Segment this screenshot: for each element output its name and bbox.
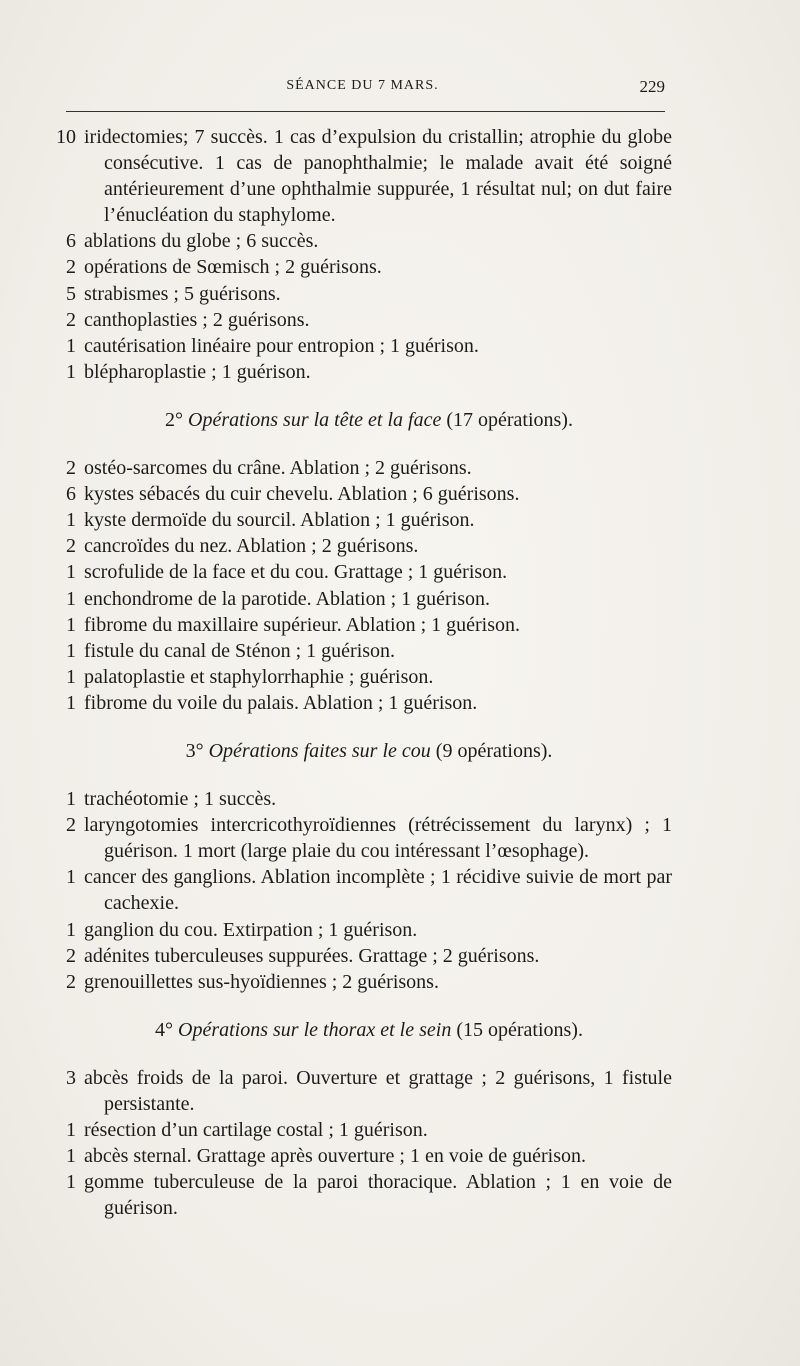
item-count: 1 bbox=[66, 1145, 76, 1168]
list-item bbox=[56, 969, 672, 995]
page-body bbox=[56, 124, 672, 1221]
item-text: grenouillettes sus-hyoïdiennes ; 2 guérisons. bbox=[84, 970, 439, 993]
list-item bbox=[56, 228, 672, 254]
item-count: 1 bbox=[66, 509, 76, 532]
item-count: 1 bbox=[66, 788, 76, 811]
item-text: fibrome du voile du palais. Ablation ; 1 guérison. bbox=[84, 691, 478, 714]
item-count: 1 bbox=[66, 639, 76, 662]
item-count: 2 bbox=[66, 535, 76, 558]
section-count: (17 opérations). bbox=[446, 408, 573, 431]
list-item bbox=[56, 281, 672, 307]
list-item bbox=[56, 786, 672, 812]
section-title: Opérations sur la tête et la face bbox=[188, 408, 442, 431]
item-text: scrofulide de la face et du cou. Grattage ; 1 guérison. bbox=[84, 561, 508, 584]
list-item bbox=[56, 1117, 672, 1143]
item-count: 2 bbox=[66, 308, 76, 331]
list-item bbox=[56, 481, 672, 507]
list-item bbox=[56, 664, 672, 690]
list-item bbox=[56, 586, 672, 612]
list-item bbox=[56, 455, 672, 481]
item-count: 3 bbox=[66, 1066, 76, 1089]
list-item bbox=[56, 638, 672, 664]
list-item bbox=[56, 1143, 672, 1169]
section-heading bbox=[56, 407, 672, 433]
list-item bbox=[56, 359, 672, 385]
item-count: 6 bbox=[66, 230, 76, 253]
list-item bbox=[56, 612, 672, 638]
item-text: palatoplastie et staphylorrhaphie ; guérison. bbox=[84, 665, 434, 688]
item-text: ostéo-sarcomes du crâne. Ablation ; 2 guérisons. bbox=[84, 457, 472, 480]
running-head bbox=[60, 78, 665, 102]
item-count: 1 bbox=[66, 1119, 76, 1142]
list-item bbox=[56, 1169, 672, 1221]
item-text: enchondrome de la parotide. Ablation ; 1 guérison. bbox=[84, 587, 491, 610]
section-heading bbox=[56, 738, 672, 764]
item-text: kystes sébacés du cuir chevelu. Ablation ; 6 guérisons. bbox=[84, 483, 520, 506]
item-text: abcès sternal. Grattage après ouverture ; 1 en voie de guérison. bbox=[84, 1145, 587, 1168]
item-count: 1 bbox=[66, 918, 76, 941]
list-item bbox=[56, 943, 672, 969]
item-count: 2 bbox=[66, 944, 76, 967]
running-title: SÉANCE DU 7 MARS. bbox=[286, 78, 439, 93]
list-item bbox=[56, 690, 672, 716]
item-count: 1 bbox=[66, 334, 76, 357]
item-text: ablations du globe ; 6 succès. bbox=[84, 230, 319, 253]
item-count: 1 bbox=[66, 360, 76, 383]
list-item bbox=[56, 812, 672, 864]
section-count: (9 opérations). bbox=[435, 739, 553, 762]
section-title: Opérations faites sur le cou bbox=[208, 739, 431, 762]
item-text: canthoplasties ; 2 guérisons. bbox=[84, 308, 310, 331]
item-count: 1 bbox=[66, 587, 76, 610]
item-count: 2 bbox=[66, 970, 76, 993]
item-text: cancer des ganglions. Ablation incomplète ; 1 récidive suivie de mort par cachexie. bbox=[84, 866, 672, 915]
item-text: adénites tuberculeuses suppurées. Grattage ; 2 guérisons. bbox=[84, 944, 540, 967]
item-text: fibrome du maxillaire supérieur. Ablation ; 1 guérison. bbox=[84, 613, 521, 636]
header-rule bbox=[66, 111, 665, 112]
item-count: 1 bbox=[66, 866, 76, 889]
list-item bbox=[56, 333, 672, 359]
item-count: 1 bbox=[66, 613, 76, 636]
section-count: (15 opérations). bbox=[456, 1018, 583, 1041]
section-ordinal: 2° bbox=[165, 408, 184, 431]
item-text: blépharoplastie ; 1 guérison. bbox=[84, 360, 311, 383]
list-item bbox=[56, 559, 672, 585]
item-text: cancroïdes du nez. Ablation ; 2 guérisons. bbox=[84, 535, 419, 558]
item-text: abcès froids de la paroi. Ouverture et grattage ; 2 guérisons, 1 fistule persistante. bbox=[84, 1066, 672, 1115]
list-item bbox=[56, 1065, 672, 1117]
item-count: 5 bbox=[66, 282, 76, 305]
item-count: 1 bbox=[66, 1171, 76, 1194]
item-text: strabismes ; 5 guérisons. bbox=[84, 282, 281, 305]
item-text: iridectomies; 7 succès. 1 cas d’expulsion du cristallin; atrophie du globe consécutive. 1 cas de panophthalmie; le malade avait été soigné antérieurement d’une ophthalmie suppurée, 1 résultat nul; on dut faire l’énucléation du staphylome. bbox=[84, 126, 672, 227]
item-text: ganglion du cou. Extirpation ; 1 guérison. bbox=[84, 918, 418, 941]
item-count: 6 bbox=[66, 483, 76, 506]
item-text: cautérisation linéaire pour entropion ; 1 guérison. bbox=[84, 334, 479, 357]
item-text: gomme tuberculeuse de la paroi thoracique. Ablation ; 1 en voie de guérison. bbox=[84, 1171, 672, 1220]
list-item bbox=[56, 917, 672, 943]
item-count: 1 bbox=[66, 691, 76, 714]
item-text: opérations de Sœmisch ; 2 guérisons. bbox=[84, 256, 382, 279]
list-item bbox=[56, 533, 672, 559]
list-item bbox=[56, 307, 672, 333]
item-text: résection d’un cartilage costal ; 1 guérison. bbox=[84, 1119, 428, 1142]
section-ordinal: 3° bbox=[185, 739, 204, 762]
item-count: 1 bbox=[66, 561, 76, 584]
item-text: fistule du canal de Sténon ; 1 guérison. bbox=[84, 639, 396, 662]
section-heading bbox=[56, 1017, 672, 1043]
item-count: 2 bbox=[66, 457, 76, 480]
list-item bbox=[56, 124, 672, 228]
item-count: 10 bbox=[56, 126, 76, 148]
page-number: 229 bbox=[639, 77, 665, 96]
list-item bbox=[56, 254, 672, 280]
item-count: 1 bbox=[66, 665, 76, 688]
item-count: 2 bbox=[66, 814, 76, 837]
item-text: kyste dermoïde du sourcil. Ablation ; 1 guérison. bbox=[84, 509, 475, 532]
item-text: trachéotomie ; 1 succès. bbox=[84, 788, 277, 811]
section-title: Opérations sur le thorax et le sein bbox=[178, 1018, 452, 1041]
list-item bbox=[56, 864, 672, 916]
item-count: 2 bbox=[66, 256, 76, 279]
list-item bbox=[56, 507, 672, 533]
item-text: laryngotomies intercricothyroïdiennes (rétrécissement du larynx) ; 1 guérison. 1 mort (large plaie du cou intéressant l’œsophage). bbox=[84, 814, 672, 863]
section-ordinal: 4° bbox=[155, 1018, 174, 1041]
